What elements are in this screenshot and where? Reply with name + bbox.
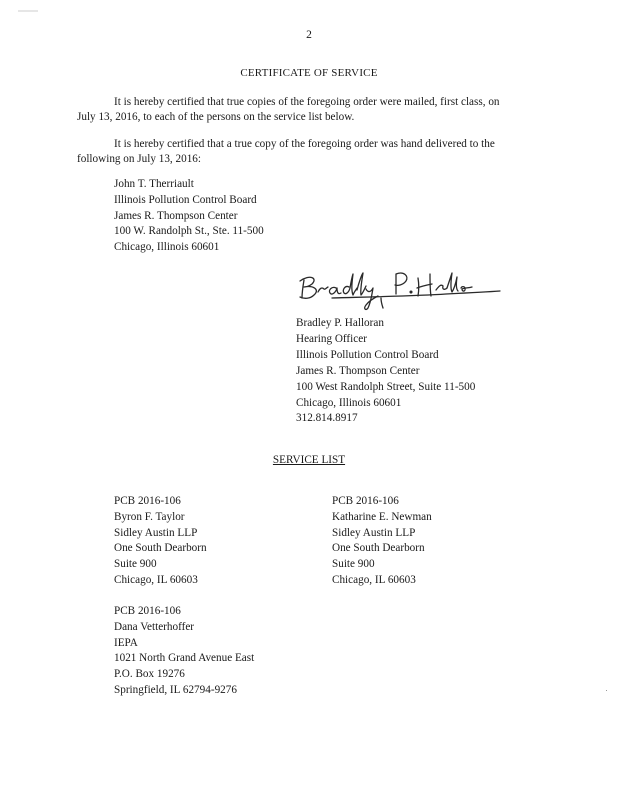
- party-organization: IEPA: [114, 636, 138, 649]
- party-name: Katharine E. Newman: [332, 510, 432, 523]
- recipient-organization: Illinois Pollution Control Board: [114, 193, 257, 206]
- paragraph-1-line-1: It is hereby certified that true copies of the foregoing order were mailed, first class, on: [114, 96, 500, 108]
- signer-street: 100 West Randolph Street, Suite 11-500: [296, 380, 476, 393]
- case-number: PCB 2016-106: [114, 605, 181, 617]
- party-city: Chicago, IL 60603: [332, 573, 416, 586]
- recipient-building: James R. Thompson Center: [114, 209, 238, 222]
- party-street: 1021 North Grand Avenue East: [114, 652, 255, 665]
- signer-title: Hearing Officer: [296, 332, 367, 345]
- recipient-city: Chicago, Illinois 60601: [114, 241, 220, 254]
- case-number: PCB 2016-106: [332, 495, 399, 507]
- party-suite: Suite 900: [332, 558, 375, 571]
- service-list-title: [0, 454, 618, 466]
- party-city: Springfield, IL 62794-9276: [114, 683, 237, 696]
- certificate-heading: CERTIFICATE OF SERVICE: [240, 67, 378, 79]
- party-organization: Sidley Austin LLP: [332, 526, 416, 539]
- service-list-entry: [114, 604, 254, 699]
- party-name: Dana Vetterhoffer: [114, 620, 195, 633]
- paragraph-2-line-2: following on July 13, 2016:: [77, 153, 201, 165]
- scan-speck: [606, 690, 607, 691]
- handwritten-signature: [296, 268, 506, 314]
- signer-building: James R. Thompson Center: [296, 364, 420, 377]
- party-po-box: P.O. Box 19276: [114, 668, 185, 681]
- signer-city: Chicago, Illinois 60601: [296, 396, 402, 409]
- party-street: One South Dearborn: [332, 542, 425, 555]
- party-suite: Suite 900: [114, 558, 157, 571]
- recipient-name: John T. Therriault: [114, 178, 194, 190]
- party-street: One South Dearborn: [114, 542, 207, 555]
- page-number: 2: [306, 29, 312, 41]
- paragraph-1-line-2: July 13, 2016, to each of the persons on the service list below.: [77, 111, 355, 123]
- signer-name: Bradley P. Halloran: [296, 317, 384, 329]
- service-list-entry: [114, 494, 207, 589]
- signer-signature-block: [296, 316, 475, 427]
- recipient-street: 100 W. Randolph St., Ste. 11-500: [114, 225, 264, 238]
- party-organization: Sidley Austin LLP: [114, 526, 198, 539]
- party-name: Byron F. Taylor: [114, 510, 185, 523]
- paragraph-2-line-1: It is hereby certified that a true copy of the foregoing order was hand delivered to the: [114, 138, 495, 150]
- service-list-title-text: SERVICE LIST: [272, 454, 346, 466]
- service-list-entry: [332, 494, 432, 589]
- case-number: PCB 2016-106: [114, 495, 181, 507]
- scan-artifact: [18, 10, 38, 12]
- signer-phone: 312.814.8917: [296, 412, 358, 425]
- party-city: Chicago, IL 60603: [114, 573, 198, 586]
- hand-delivery-recipient-address: [114, 177, 264, 256]
- signer-organization: Illinois Pollution Control Board: [296, 348, 439, 361]
